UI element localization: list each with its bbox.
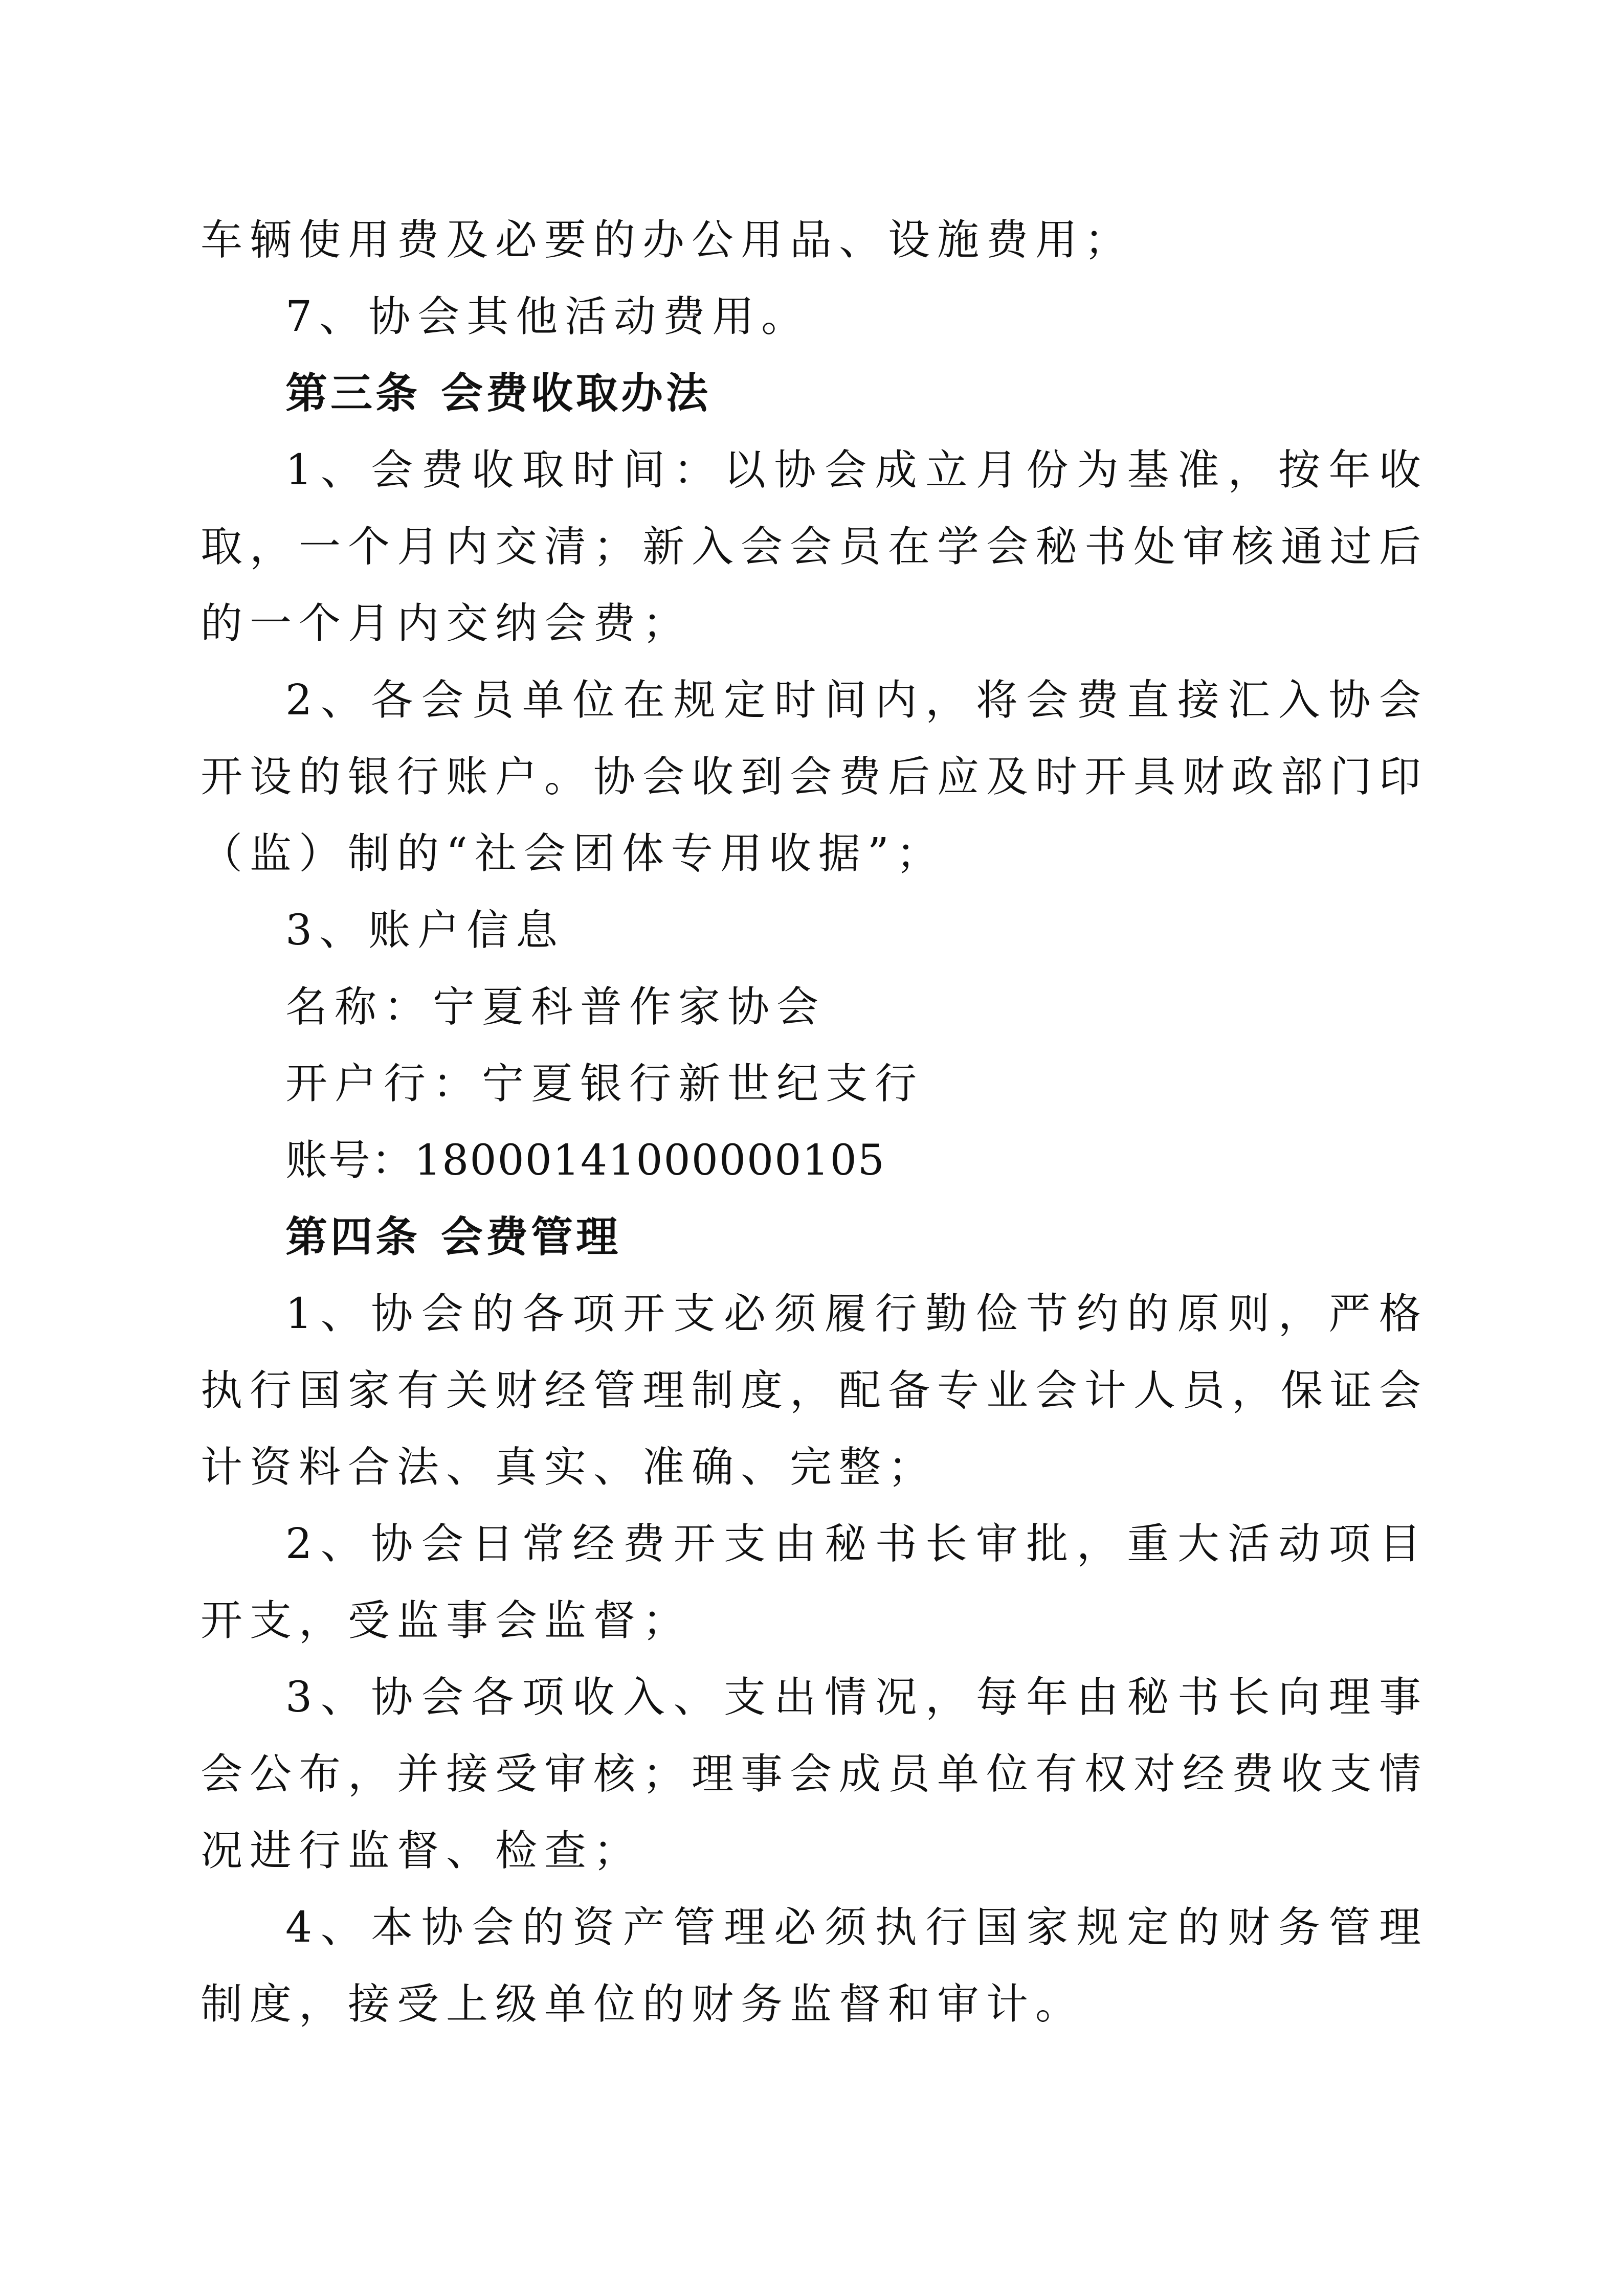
continuation-line: 车辆使用费及必要的办公用品、设施费用；: [201, 216, 1134, 264]
article-3-item-1: 1、会费收取时间：以协会成立月份为基准，按年收取，一个月内交清；新入会会员在学会秘书处审核通过后的一个月内交纳会费；: [201, 446, 1429, 648]
article-4-heading: [201, 1199, 1428, 1276]
item-7: 7、协会其他活动费用。: [285, 292, 811, 341]
article-4-item-1: 1、协会的各项开支必须履行勤俭节约的原则，严格执行国家有关财经管理制度，配备专业会计人员，保证会计资料合法、真实、准确、完整；: [201, 1290, 1429, 1492]
article-3-item-3: 3、账户信息: [285, 906, 565, 955]
account-name: 名称：宁夏科普作家协会: [285, 983, 826, 1031]
article-4-item-2: 2、协会日常经费开支由秘书长审批，重大活动项目开支，受监事会监督；: [201, 1520, 1428, 1645]
article-3-title: 会费收取办法: [441, 369, 711, 418]
account-number: 账号：18000141000000105: [285, 1136, 885, 1185]
article-4-title: 会费管理: [441, 1213, 621, 1262]
article-4-item-3: 3、协会各项收入、支出情况，每年由秘书长向理事会公布，并接受审核；理事会成员单位有权对经费收支情况进行监督、检查；: [201, 1673, 1429, 1875]
article-3-heading: [201, 355, 1428, 432]
article-3-item-2: 2、各会员单位在规定时间内，将会费直接汇入协会开设的银行账户。协会收到会费后应及时开具财政部门印（监）制的“社会团体专用收据”；: [201, 676, 1429, 878]
article-4-number: 第四条: [285, 1213, 421, 1262]
article-3-number: 第三条: [285, 369, 421, 418]
account-bank: 开户行：宁夏银行新世纪支行: [285, 1060, 924, 1108]
document-body: [201, 202, 1428, 2043]
article-4-item-4: 4、本协会的资产管理必须执行国家规定的财务管理制度，接受上级单位的财务监督和审计。: [201, 1903, 1428, 2029]
